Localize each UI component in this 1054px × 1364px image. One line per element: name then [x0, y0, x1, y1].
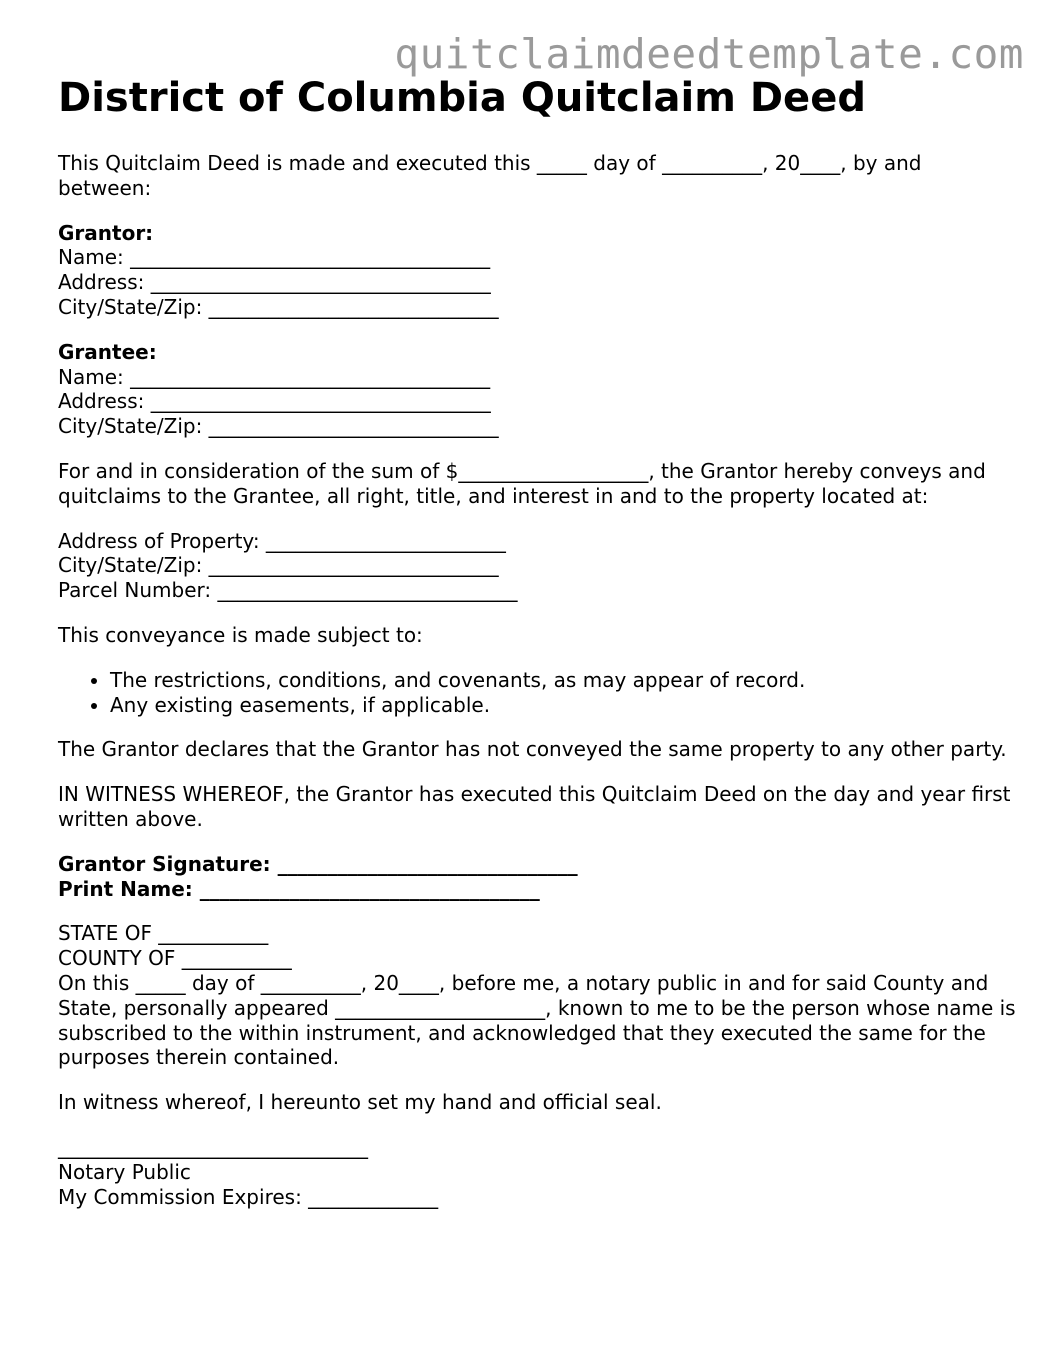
grantor-city-field: City/State/Zip: _____________________________ — [58, 294, 499, 319]
grantor-name-field: Name: ____________________________________ — [58, 245, 491, 270]
notary-section — [58, 921, 1018, 1070]
grantee-name-field: Name: ____________________________________ — [58, 364, 491, 389]
print-name-field: Print Name: __________________________________ — [58, 876, 540, 901]
property-address-field: Address of Property: ________________________ — [58, 528, 506, 553]
property-section — [58, 529, 1018, 603]
grantee-city-field: City/State/Zip: _____________________________ — [58, 414, 499, 439]
intro-paragraph: This Quitclaim Deed is made and executed this _____ day of __________, 20____, by and between: — [58, 151, 922, 200]
grantee-address-field: Address: __________________________________ — [58, 389, 491, 414]
watermark: quitclaimdeedtemplate.com — [394, 30, 1024, 78]
state-field: STATE OF ___________ — [58, 921, 269, 946]
grantor-address-field: Address: __________________________________ — [58, 270, 491, 295]
notary-signature-line: _______________________________ — [58, 1134, 368, 1159]
notary-signature-block — [58, 1135, 1018, 1209]
grantor-heading: Grantor: — [58, 220, 154, 245]
grantor-signature-field: Grantor Signature: ______________________________ — [58, 851, 578, 876]
notary-body: On this _____ day of __________, 20____, before me, a notary public in and for said County and State, personally appeared _____________________, known to me to be the person whose name is subscribed to the within instrument, and acknowledged that they executed the same for the purposes therein contained. — [58, 970, 1016, 1070]
grantee-section — [58, 340, 1018, 439]
seal-paragraph: In witness whereof, I hereunto set my hand and official seal. — [58, 1090, 662, 1115]
signature-section — [58, 852, 1018, 902]
declaration-paragraph: The Grantor declares that the Grantor has not conveyed the same property to any other party. — [58, 737, 1007, 762]
parcel-number-field: Parcel Number: ______________________________ — [58, 578, 518, 603]
witness-paragraph: IN WITNESS WHEREOF, the Grantor has executed this Quitclaim Deed on the day and year first written above. — [58, 782, 1011, 831]
property-city-field: City/State/Zip: _____________________________ — [58, 553, 499, 578]
subject-list — [58, 668, 1018, 718]
list-item: • The restrictions, conditions, and covenants, as may appear of record. — [110, 668, 1018, 693]
list-item: • Any existing easements, if applicable. — [110, 693, 1018, 718]
grantee-heading: Grantee: — [58, 339, 157, 364]
county-field: COUNTY OF ___________ — [58, 946, 292, 971]
subject-intro: This conveyance is made subject to: — [58, 622, 423, 647]
document-body — [58, 72, 1018, 1209]
grantor-section — [58, 221, 1018, 320]
commission-expires-field: My Commission Expires: _____________ — [58, 1184, 439, 1209]
document-title: District of Columbia Quitclaim Deed — [58, 75, 866, 121]
notary-title: Notary Public — [58, 1159, 191, 1184]
consideration-paragraph: For and in consideration of the sum of $___________________, the Grantor hereby conveys and quitclaims to the Grantee, all right, title, and interest in and to the property located at: — [58, 458, 986, 508]
